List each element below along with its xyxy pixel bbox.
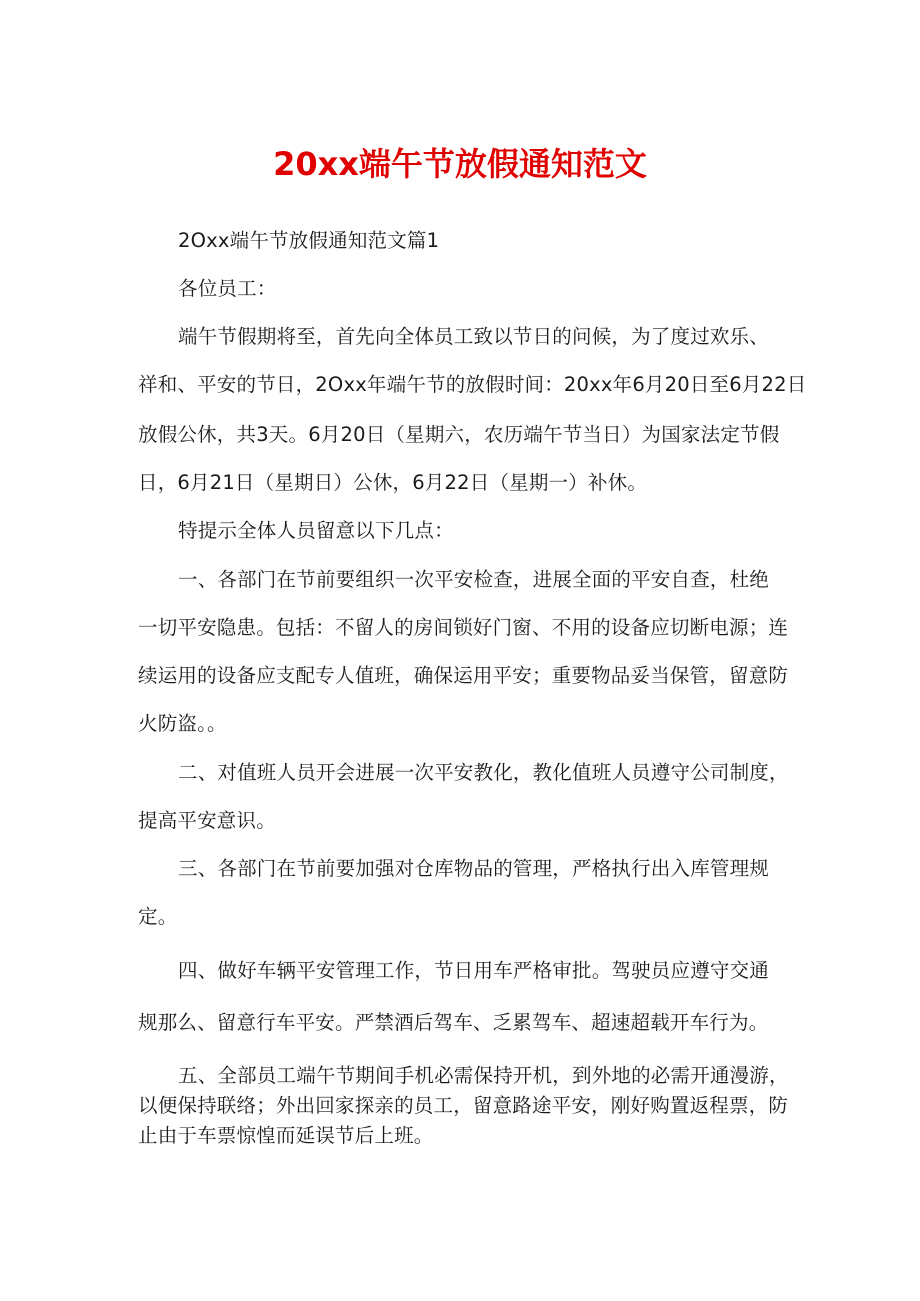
item-5-line: 五、全部员工端午节期间手机必需保持开机，到外地的必需开通漫游， [178, 1064, 789, 1087]
greeting: 各位员工： [178, 277, 277, 300]
paragraph-line: 祥和、平安的节日，2Oxx年端午节的放假时间：20xx年6月20日至6月22日 [138, 373, 807, 396]
item-2-line: 提高平安意识。 [138, 809, 276, 832]
notice-intro: 特提示全体人员留意以下几点： [178, 519, 454, 542]
section-heading: 2Oxx端午节放假通知范文篇1 [178, 229, 440, 252]
item-1-line: 续运用的设备应支配专人值班，确保运用平安；重要物品妥当保管，留意防 [138, 664, 789, 687]
paragraph-line: 放假公休，共3天。6月20日（星期六，农历端午节当日）为国家法定节假 [138, 423, 780, 446]
item-5-line: 以便保持联络；外出回家探亲的员工，留意路途平安，刚好购置返程票，防 [138, 1094, 789, 1117]
item-1-line: 火防盗。。 [138, 712, 227, 735]
item-1-line: 一切平安隐患。包括：不留人的房间锁好门窗、不用的设备应切断电源；连 [138, 616, 789, 639]
item-4-line: 规那么、留意行车平安。严禁酒后驾车、乏累驾车、超速超载开车行为。 [138, 1011, 769, 1034]
item-2-line: 二、对值班人员开会进展一次平安教化，教化值班人员遵守公司制度， [178, 761, 789, 784]
item-3-line: 三、各部门在节前要加强对仓库物品的管理，严格执行出入库管理规 [178, 857, 770, 880]
item-3-line: 定。 [138, 905, 178, 928]
document-title: 20xx端午节放假通知范文 [273, 145, 647, 183]
paragraph-line: 端午节假期将至，首先向全体员工致以节日的问候，为了度过欢乐、 [178, 325, 770, 348]
item-5-line: 止由于车票惊惶而延误节后上班。 [138, 1124, 434, 1147]
item-1-line: 一、各部门在节前要组织一次平安检查，进展全面的平安自查，杜绝 [178, 568, 770, 591]
item-4-line: 四、做好车辆平安管理工作，节日用车严格审批。驾驶员应遵守交通 [178, 959, 770, 982]
paragraph-line: 日，6月21日（星期日）公休，6月22日（星期一）补休。 [138, 471, 648, 494]
